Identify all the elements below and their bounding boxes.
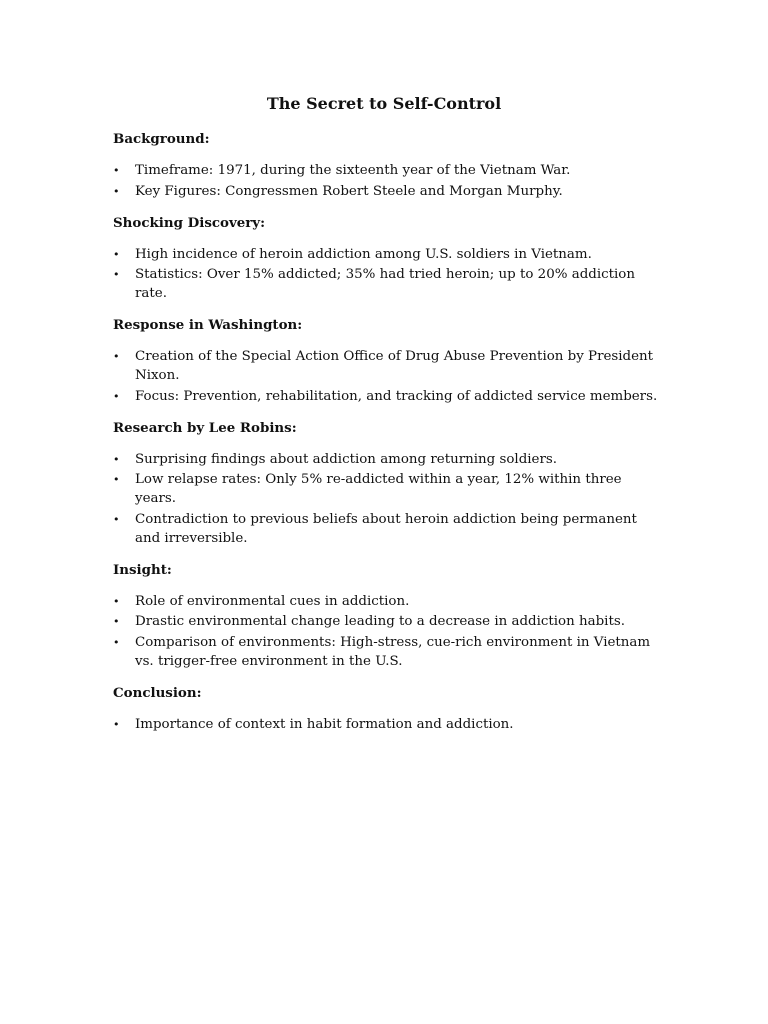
document-body	[113, 129, 658, 746]
section	[113, 683, 658, 734]
section-heading: Conclusion:	[113, 684, 202, 701]
bullet-list	[113, 715, 658, 734]
bullet-list	[113, 161, 658, 201]
section-heading: Response in Washington:	[113, 317, 303, 333]
bullet-item	[113, 715, 658, 734]
bullet-item	[113, 470, 658, 508]
section	[113, 418, 658, 548]
bullet-text: Timeframe: 1971, during the sixteenth year of the Vietnam War.	[135, 163, 571, 178]
section-heading: Research by Lee Robins:	[113, 419, 297, 436]
bullet-item	[113, 347, 658, 385]
bullet-text: Role of environmental cues in addiction.	[135, 593, 410, 609]
bullet-icon: •	[113, 247, 120, 261]
bullet-icon: •	[113, 268, 120, 281]
bullet-item	[113, 245, 658, 264]
bullet-icon: •	[113, 512, 120, 526]
bullet-item	[113, 612, 658, 631]
bullet-item	[113, 265, 658, 303]
bullet-list	[113, 245, 658, 304]
bullet-icon: •	[113, 184, 120, 198]
bullet-item	[113, 450, 658, 469]
section-heading: Background:	[113, 131, 210, 147]
bullet-text: Importance of context in habit formation and addiction.	[135, 716, 514, 732]
bullet-text: Comparison of environments: High-stress, cue-rich environment in Vietnam vs. trigger-free environment in the U.S.	[135, 634, 651, 669]
bullet-item	[113, 510, 658, 548]
bullet-item	[113, 182, 658, 201]
section-heading: Shocking Discovery:	[113, 214, 266, 231]
bullet-icon: •	[113, 635, 120, 649]
bullet-text: High incidence of heroin addiction among U.S. soldiers in Vietnam.	[135, 246, 592, 262]
bullet-text: Creation of the Special Action Office of Drug Abuse Prevention by President Nixon.	[135, 349, 654, 383]
section	[113, 129, 658, 201]
bullet-icon: •	[113, 164, 120, 177]
bullet-text: Focus: Prevention, rehabilitation, and tracking of addicted service members.	[135, 388, 658, 404]
section-heading: Insight:	[113, 561, 172, 578]
bullet-list	[113, 450, 658, 548]
bullet-text: Drastic environmental change leading to a decrease in addiction habits.	[135, 614, 625, 629]
bullet-icon: •	[113, 717, 120, 731]
bullet-item	[113, 161, 658, 180]
bullet-icon: •	[113, 594, 120, 608]
bullet-text: Contradiction to previous beliefs about heroin addiction being permanent and irreversible.	[135, 511, 637, 546]
bullet-icon: •	[113, 350, 120, 363]
bullet-text: Key Figures: Congressmen Robert Steele and Morgan Murphy.	[135, 183, 563, 199]
bullet-item	[113, 592, 658, 611]
bullet-item	[113, 387, 658, 406]
section	[113, 560, 658, 671]
bullet-text: Surprising findings about addiction among returning soldiers.	[135, 451, 558, 467]
bullet-list	[113, 592, 658, 671]
bullet-icon: •	[113, 452, 120, 466]
section	[113, 315, 658, 406]
bullet-text: Statistics: Over 15% addicted; 35% had tried heroin; up to 20% addiction rate.	[135, 267, 635, 301]
bullet-icon: •	[113, 389, 120, 403]
bullet-item	[113, 633, 658, 671]
document-title: The Secret to Self-Control	[266, 94, 502, 113]
section	[113, 213, 658, 304]
bullet-list	[113, 347, 658, 406]
bullet-icon: •	[113, 615, 120, 628]
bullet-text: Low relapse rates: Only 5% re-addicted within a year, 12% within three years.	[135, 472, 622, 506]
bullet-icon: •	[113, 473, 120, 486]
